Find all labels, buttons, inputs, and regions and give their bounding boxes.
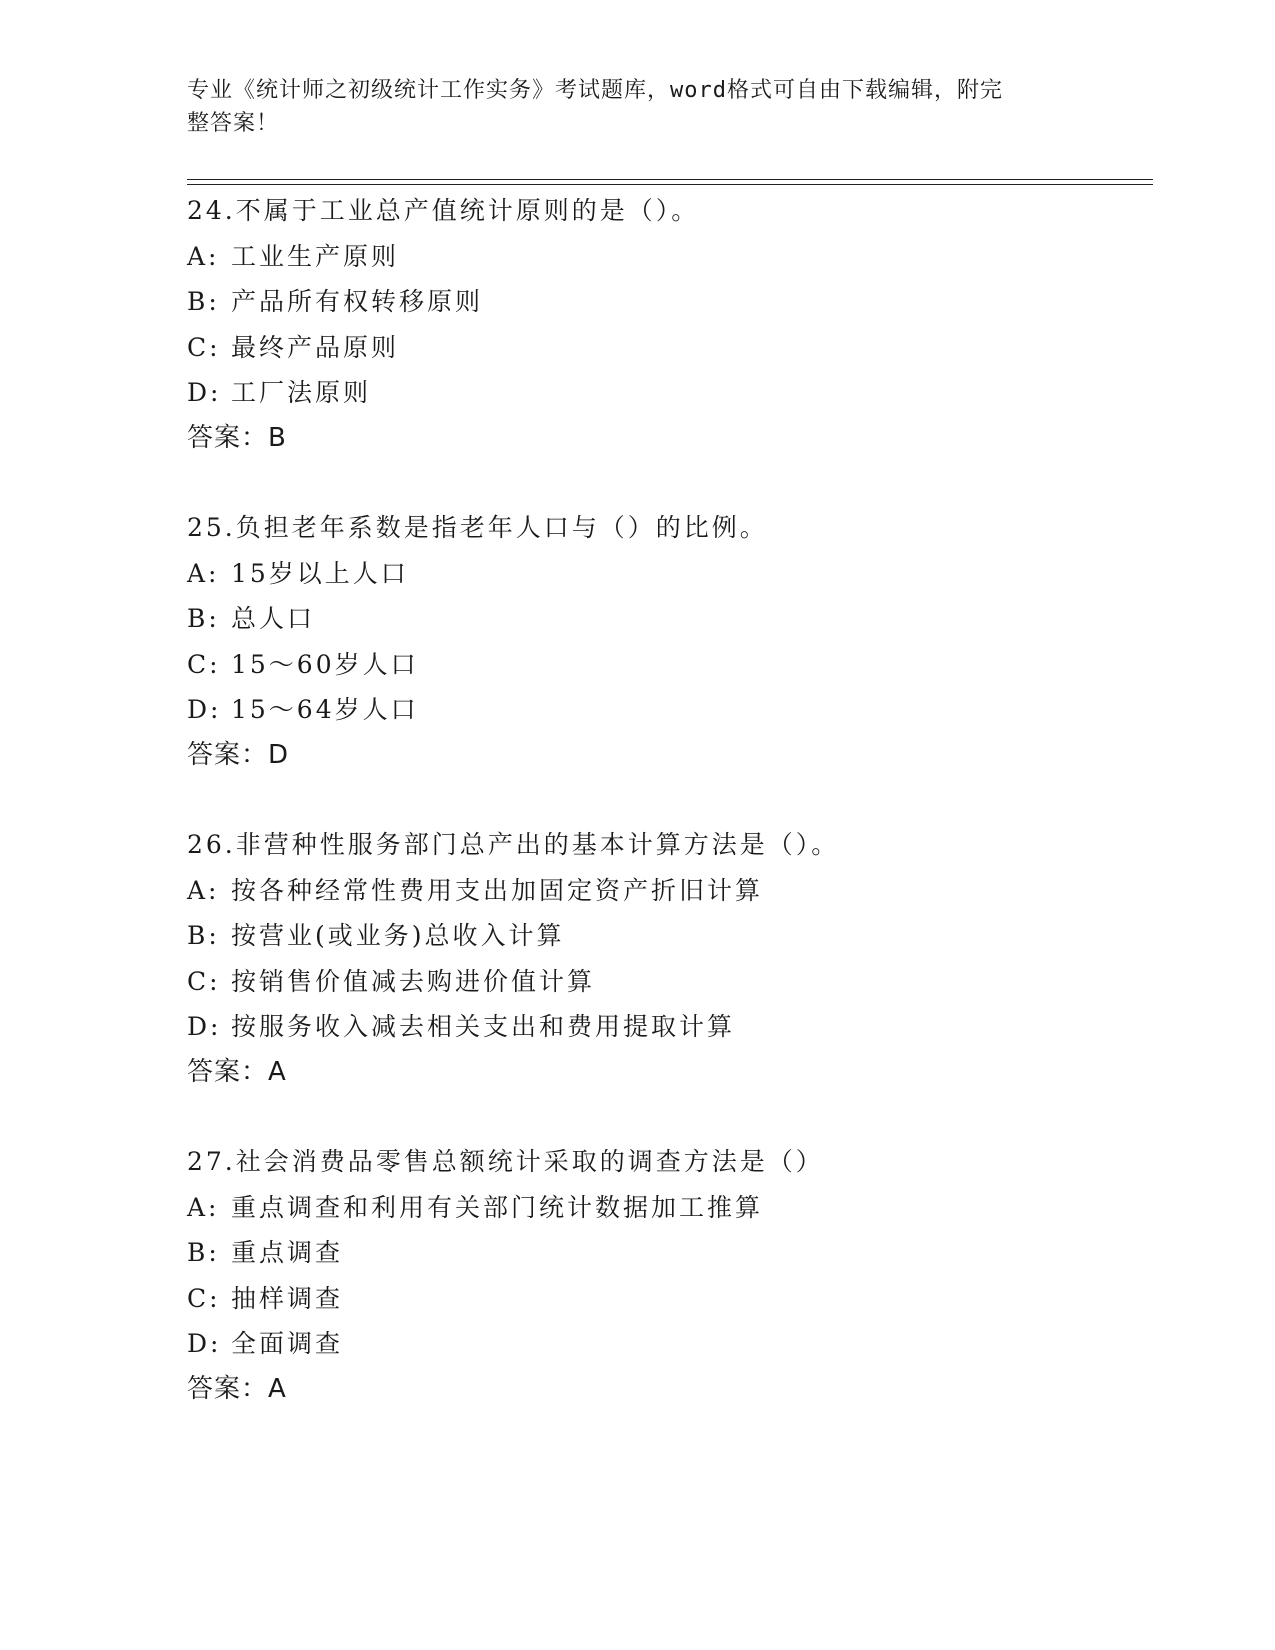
option-a xyxy=(187,1185,1147,1231)
option-text: 抽样调查 xyxy=(231,1283,344,1313)
answer: 答案：B xyxy=(187,422,287,453)
question-24 xyxy=(187,188,1147,461)
option-letter: D: xyxy=(187,1012,222,1041)
question-26 xyxy=(187,822,1147,1095)
option-letter: C: xyxy=(187,649,221,679)
answer: 答案：D xyxy=(187,739,290,770)
document-header xyxy=(187,74,1067,140)
option-text: 重点调查和利用有关部门统计数据加工推算 xyxy=(231,1192,764,1222)
option-letter: B: xyxy=(187,921,220,950)
option-text: 15岁以上人口 xyxy=(231,558,409,588)
option-text: 按销售价值减去购进价值计算 xyxy=(231,966,596,996)
option-letter: A: xyxy=(187,558,220,588)
option-b xyxy=(187,913,1147,959)
option-c xyxy=(187,1276,1147,1322)
option-letter: B: xyxy=(187,604,220,633)
option-letter: D: xyxy=(187,1329,222,1358)
option-letter: A: xyxy=(187,241,220,271)
option-letter: D: xyxy=(187,378,222,407)
option-d xyxy=(187,687,1147,733)
option-letter: B: xyxy=(187,287,220,316)
header-rule-bottom xyxy=(187,184,1153,185)
option-text: 按各种经常性费用支出加固定资产折旧计算 xyxy=(231,875,764,905)
option-letter: C: xyxy=(187,1283,221,1313)
option-d xyxy=(187,370,1147,416)
question-title: 26.非营种性服务部门总产出的基本计算方法是（）。 xyxy=(187,830,840,859)
option-c xyxy=(187,959,1147,1005)
option-text: 全面调查 xyxy=(231,1329,344,1358)
header-line-2: 整答案！ xyxy=(187,111,280,136)
option-text: 工业生产原则 xyxy=(231,241,400,271)
option-letter: A: xyxy=(187,875,220,905)
option-letter: C: xyxy=(187,966,221,996)
option-c xyxy=(187,642,1147,688)
option-d xyxy=(187,1321,1147,1367)
answer: 答案：A xyxy=(187,1373,287,1404)
option-b xyxy=(187,1230,1147,1276)
option-text: 按营业(或业务)总收入计算 xyxy=(231,921,565,950)
header-rule-top xyxy=(187,179,1153,180)
question-list xyxy=(187,188,1147,1456)
answer: 答案：A xyxy=(187,1056,287,1087)
option-text: 重点调查 xyxy=(231,1238,344,1267)
option-b xyxy=(187,596,1147,642)
option-b xyxy=(187,279,1147,325)
option-text: 15～64岁人口 xyxy=(231,695,419,724)
option-letter: D: xyxy=(187,695,222,724)
option-text: 总人口 xyxy=(231,604,316,633)
question-title: 24.不属于工业总产值统计原则的是（）。 xyxy=(187,196,700,225)
option-text: 15～60岁人口 xyxy=(231,649,419,679)
option-a xyxy=(187,234,1147,280)
option-text: 工厂法原则 xyxy=(231,378,372,407)
question-25 xyxy=(187,505,1147,778)
header-line-1: 专业《统计师之初级统计工作实务》考试题库，word格式可自由下载编辑，附完 xyxy=(187,78,1003,103)
option-letter: A: xyxy=(187,1192,220,1222)
question-title: 25.负担老年系数是指老年人口与（）的比例。 xyxy=(187,513,768,542)
option-letter: B: xyxy=(187,1238,220,1267)
option-d xyxy=(187,1004,1147,1050)
option-text: 产品所有权转移原则 xyxy=(231,287,484,316)
question-27 xyxy=(187,1139,1147,1412)
option-text: 按服务收入减去相关支出和费用提取计算 xyxy=(231,1012,736,1041)
question-title: 27.社会消费品零售总额统计采取的调查方法是（） xyxy=(187,1147,824,1176)
option-letter: C: xyxy=(187,332,221,362)
option-c xyxy=(187,325,1147,371)
option-a xyxy=(187,551,1147,597)
option-a xyxy=(187,868,1147,914)
option-text: 最终产品原则 xyxy=(231,332,400,362)
